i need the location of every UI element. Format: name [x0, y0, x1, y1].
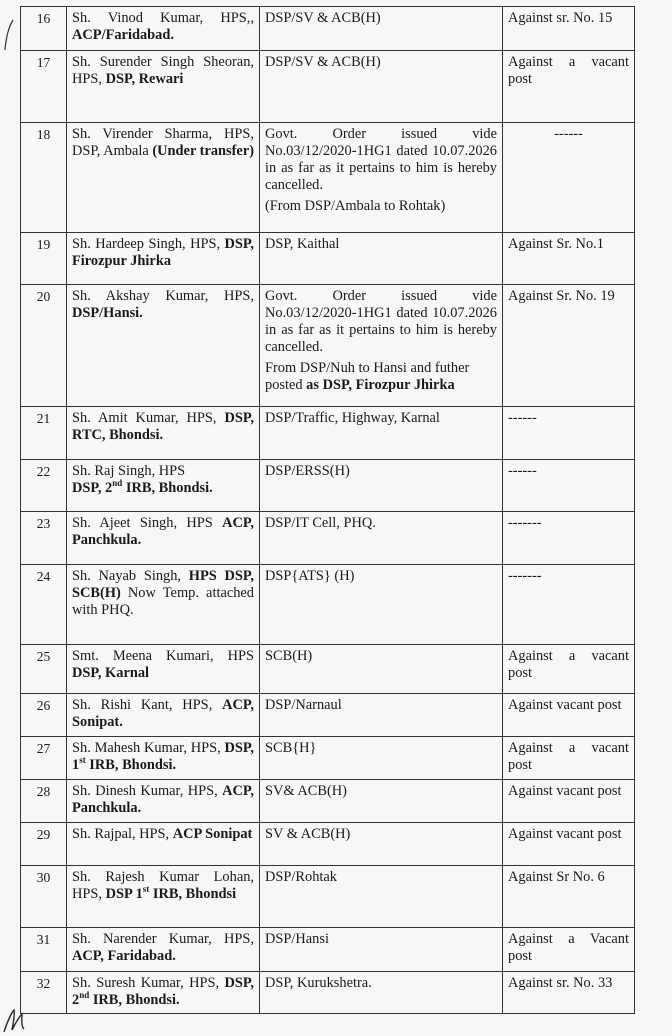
remark-cell: Against Sr. No. 19 [503, 285, 635, 407]
posting-text: DSP/IT Cell, PHQ. [265, 515, 376, 531]
officer-name-cell [67, 7, 260, 51]
officer-name-cell [67, 407, 260, 460]
text-run: From DSP/Nuh to Hansi and futher posted [265, 360, 470, 393]
posting-text: Govt. Order issued vide No.03/12/2020-1HG1 dated 10.07.2026 in as far as it pertains to him is hereby cancelled. [265, 288, 497, 355]
text-run: ACP, Faridabad. [72, 948, 176, 964]
officer-name-cell [67, 285, 260, 407]
text-run: Sh. Virender Sharma, HPS, DSP, Ambala [72, 126, 254, 159]
posting-cell [260, 512, 503, 565]
posting-text: DSP/ERSS(H) [265, 463, 350, 479]
serial-number-cell: 19 [21, 233, 67, 285]
text-run: Sh. Nayab Singh, [72, 568, 189, 584]
posting-cell [260, 694, 503, 737]
text-run: Sh. Mahesh Kumar, HPS, [72, 740, 225, 756]
serial-number-cell: 31 [21, 928, 67, 972]
text-run: Sh. Dinesh Kumar, HPS, [72, 783, 223, 799]
text-run: DSP/Hansi. [72, 305, 143, 321]
posting-text: DSP/Rohtak [265, 869, 337, 885]
officer-name-cell [67, 645, 260, 694]
margin-pen-mark-icon [2, 18, 16, 78]
text-run: Sh. Raj Singh, HPS [72, 463, 186, 479]
posting-cell [260, 928, 503, 972]
text-run: ACP Sonipat [172, 826, 253, 842]
table-row [21, 123, 635, 233]
text-run: DSP 1 [105, 886, 143, 902]
remark-cell: ------ [503, 460, 635, 512]
text-run: Sh. Akshay Kumar, HPS, [72, 288, 254, 304]
officer-name-cell [67, 928, 260, 972]
officer-name-cell [67, 51, 260, 123]
serial-number-cell: 17 [21, 51, 67, 123]
officer-name-cell [67, 866, 260, 928]
superscript-text: st [79, 755, 86, 766]
posting-text: SV & ACB(H) [265, 826, 351, 842]
text-run: Sh. Amit Kumar, HPS, [72, 410, 225, 426]
text-run: Now Temp. attached with PHQ. [72, 585, 254, 618]
table-row [21, 285, 635, 407]
table-body [21, 7, 635, 1014]
remark-cell: Against vacant post [503, 694, 635, 737]
officer-name-cell [67, 823, 260, 866]
posting-text: SCB(H) [265, 648, 313, 664]
posting-text: DSP/SV & ACB(H) [265, 10, 381, 26]
text-run: Smt. Meena Kumari, HPS [72, 648, 254, 664]
table-row [21, 233, 635, 285]
remark-cell: Against Sr No. 6 [503, 866, 635, 928]
text-run: as DSP, Firozpur Jhirka [306, 377, 455, 393]
text-run: IRB, Bhondsi [149, 886, 237, 902]
table-row [21, 823, 635, 866]
remark-cell: Against a Vacant post [503, 928, 635, 972]
remark-cell: Against a vacant post [503, 645, 635, 694]
text-run: DSP, Firozpur Jhirka [72, 236, 254, 269]
text-run: Sh. Suresh Kumar, HPS, [72, 975, 225, 991]
superscript-text: nd [112, 478, 123, 489]
serial-number-cell: 27 [21, 737, 67, 780]
serial-number-cell: 32 [21, 972, 67, 1014]
serial-number-cell: 18 [21, 123, 67, 233]
table-row [21, 7, 635, 51]
remark-cell: ------ [503, 123, 635, 233]
posting-text: DSP/Narnaul [265, 697, 342, 713]
officer-name-cell [67, 565, 260, 645]
text-run: Sh. Rajpal, HPS, [72, 826, 173, 842]
officer-name-cell [67, 512, 260, 565]
posting-cell [260, 823, 503, 866]
remark-cell: Against vacant post [503, 823, 635, 866]
text-run: (Under transfer) [152, 143, 255, 159]
table-row [21, 565, 635, 645]
officer-name-cell [67, 737, 260, 780]
posting-cell [260, 7, 503, 51]
serial-number-cell: 24 [21, 565, 67, 645]
posting-text: Govt. Order issued vide No.03/12/2020-1HG1 dated 10.07.2026 in as far as it pertains to him is hereby cancelled. [265, 126, 497, 193]
posting-text: DSP/Traffic, Highway, Karnal [265, 410, 440, 426]
text-run: IRB, Bhondsi. [89, 992, 180, 1008]
posting-cell [260, 737, 503, 780]
table-row [21, 51, 635, 123]
posting-cell [260, 460, 503, 512]
posting-note [265, 198, 497, 215]
posting-cell [260, 123, 503, 233]
remark-cell: Against sr. No. 15 [503, 7, 635, 51]
officer-name-cell [67, 972, 260, 1014]
remark-cell: Against a vacant post [503, 51, 635, 123]
signature-initials-icon [0, 1002, 34, 1036]
table-row [21, 866, 635, 928]
posting-cell [260, 407, 503, 460]
officer-name-cell [67, 123, 260, 233]
text-run: DSP, RTC, Bhondsi. [72, 410, 254, 443]
serial-number-cell: 21 [21, 407, 67, 460]
text-run: DSP, Rewari [105, 71, 184, 87]
posting-note [265, 360, 497, 394]
text-run: ACP, Panchkula. [72, 515, 254, 548]
posting-text: SCB{H} [265, 740, 317, 756]
table-row [21, 694, 635, 737]
text-run: Sh. Hardeep Singh, HPS, [72, 236, 225, 252]
posting-cell [260, 972, 503, 1014]
officer-name-cell [67, 233, 260, 285]
posting-cell [260, 233, 503, 285]
text-run: Sh. Narender Kumar, HPS, [72, 931, 254, 947]
posting-cell [260, 285, 503, 407]
serial-number-cell: 20 [21, 285, 67, 407]
table-row [21, 928, 635, 972]
text-run: Sh. Vinod Kumar, HPS,, [72, 10, 254, 26]
text-run: DSP, 1 [72, 740, 254, 773]
text-run: DSP, 2 [72, 480, 113, 496]
serial-number-cell: 16 [21, 7, 67, 51]
officer-name-cell [67, 460, 260, 512]
remark-cell: Against a vacant post [503, 737, 635, 780]
superscript-text: nd [79, 990, 90, 1001]
text-run: ACP, Sonipat. [72, 697, 254, 730]
text-run: IRB, Bhondsi. [122, 480, 213, 496]
table-row [21, 460, 635, 512]
remark-cell: Against vacant post [503, 780, 635, 823]
serial-number-cell: 28 [21, 780, 67, 823]
posting-text: DSP, Kaithal [265, 236, 340, 252]
remark-cell: ------- [503, 512, 635, 565]
posting-text: DSP/SV & ACB(H) [265, 54, 381, 70]
text-run: Sh. Rajesh Kumar Lohan, HPS, [72, 869, 254, 902]
table-row [21, 645, 635, 694]
serial-number-cell: 22 [21, 460, 67, 512]
text-run: Sh. Rishi Kant, HPS, [72, 697, 223, 713]
serial-number-cell: 26 [21, 694, 67, 737]
text-run: ACP, Panchkula. [72, 783, 254, 816]
posting-text: DSP/Hansi [265, 931, 329, 947]
serial-number-cell: 30 [21, 866, 67, 928]
text-run: DSP, Karnal [72, 665, 150, 681]
posting-cell [260, 780, 503, 823]
serial-number-cell: 29 [21, 823, 67, 866]
posting-cell [260, 866, 503, 928]
posting-text: DSP{ATS} (H) [265, 568, 355, 584]
text-run: DSP, 2 [72, 975, 254, 1008]
remark-cell: Against Sr. No.1 [503, 233, 635, 285]
posting-text: SV& ACB(H) [265, 783, 347, 799]
table-row [21, 780, 635, 823]
remark-cell: ------ [503, 407, 635, 460]
posting-cell [260, 565, 503, 645]
text-run: HPS DSP, SCB(H) [72, 568, 254, 601]
posting-text: DSP, Kurukshetra. [265, 975, 372, 991]
remark-cell: ------- [503, 565, 635, 645]
text-run: Sh. Surender Singh Sheoran, HPS, [72, 54, 254, 87]
posting-cell [260, 645, 503, 694]
serial-number-cell: 25 [21, 645, 67, 694]
table-row [21, 737, 635, 780]
table-row [21, 407, 635, 460]
remark-cell: Against sr. No. 33 [503, 972, 635, 1014]
transfer-orders-table [20, 6, 635, 1014]
text-run: Sh. Ajeet Singh, HPS [72, 515, 223, 531]
table-row [21, 972, 635, 1014]
text-run: ACP/Faridabad. [72, 27, 174, 43]
officer-name-cell [67, 694, 260, 737]
table-row [21, 512, 635, 565]
superscript-text: st [142, 884, 150, 895]
text-run: (From DSP/Ambala to Rohtak) [265, 198, 446, 214]
serial-number-cell: 23 [21, 512, 67, 565]
text-run: IRB, Bhondsi. [85, 757, 177, 773]
posting-cell [260, 51, 503, 123]
officer-name-cell [67, 780, 260, 823]
